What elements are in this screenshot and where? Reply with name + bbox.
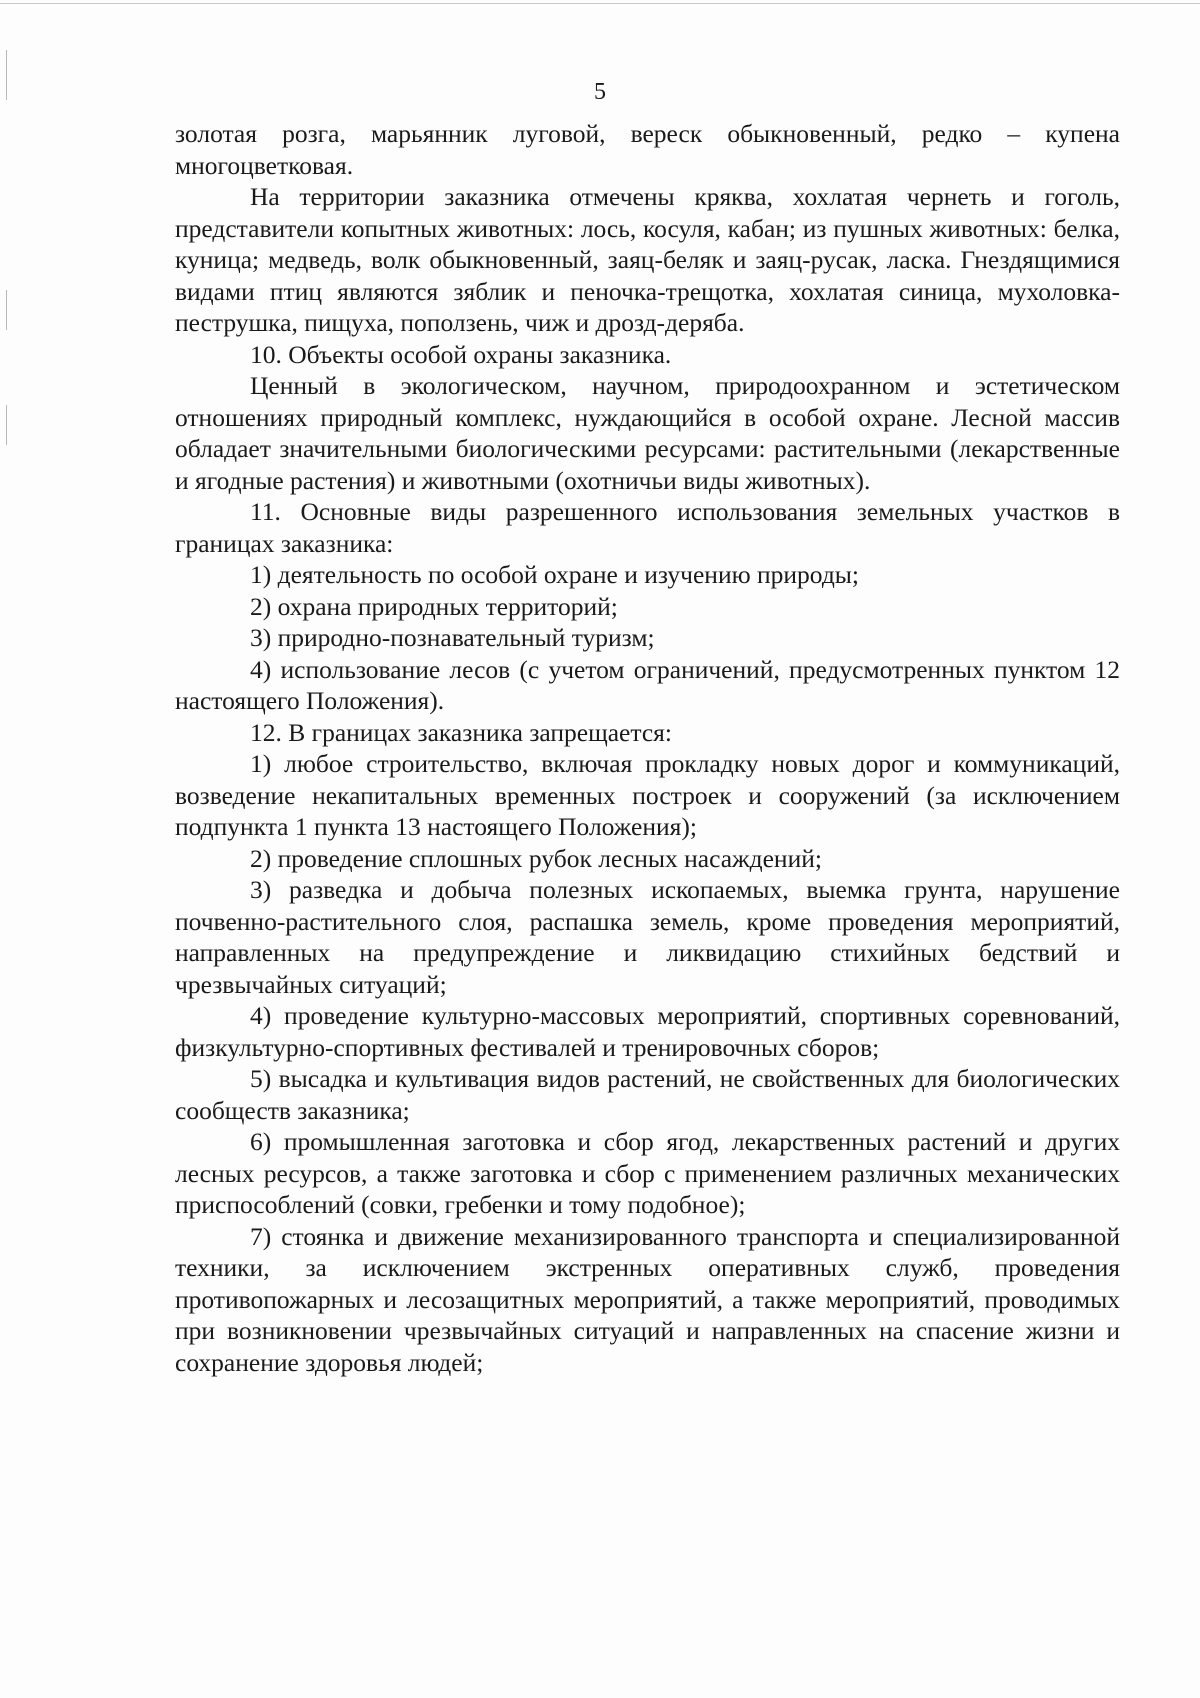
paragraph: 10. Объекты особой охраны заказника. — [250, 339, 672, 369]
scan-top-edge — [0, 3, 1200, 4]
paragraph: 4) проведение культурно-массовых мероприятий, спортивных соревнований, физкультурно-спортивных фестивалей и тренировочных сборов; — [175, 1001, 1120, 1062]
paragraph: 5) высадка и культивация видов растений, не свойственных для биологических сообществ заказника; — [175, 1064, 1120, 1125]
paragraph: 12. В границах заказника запрещается: — [250, 717, 672, 747]
document-body — [175, 118, 1120, 1378]
paragraph: 4) использование лесов (с учетом ограничений, предусмотренных пунктом 12 настоящего Положения). — [175, 654, 1120, 715]
scan-margin-mark — [6, 290, 7, 330]
scan-margin-mark — [6, 405, 7, 445]
paragraph: 1) деятельность по особой охране и изучению природы; — [250, 560, 860, 589]
paragraph: 2) охрана природных территорий; — [250, 591, 618, 621]
paragraph: 3) природно-познавательный туризм; — [250, 623, 655, 652]
paragraph: 3) разведка и добыча полезных ископаемых, выемка грунта, нарушение почвенно-растительного слоя, распашка земель, кроме проведения мероприятий, направленных на предупреждение и ликвидацию стихийных бедствий и чрезвычайных ситуаций; — [175, 875, 1120, 999]
paragraph: 6) промышленная заготовка и сбор ягод, лекарственных растений и других лесных ресурсов, а также заготовка и сбор с применением различных механических приспособлений (совки, гребенки и тому подобное); — [175, 1127, 1120, 1219]
paragraph: 11. Основные виды разрешенного использования земельных участков в границах заказника: — [175, 497, 1120, 558]
paragraph: 7) стоянка и движение механизированного транспорта и специализированной техники, за исключением экстренных оперативных служб, проведения противопожарных и лесозащитных мероприятий, а также мероприятий, проводимых при возникновении чрезвычайных ситуаций и направленных на спасение жизни и сохранение здоровья людей; — [175, 1221, 1120, 1377]
page-number: 5 — [594, 79, 606, 105]
paragraph: золотая розга, марьянник луговой, вереск обыкновенный, редко – купена многоцветковая. — [175, 119, 1120, 180]
paragraph: 1) любое строительство, включая прокладку новых дорог и коммуникаций, возведение некапитальных временных построек и сооружений (за исключением подпункта 1 пункта 13 настоящего Положения); — [175, 749, 1120, 841]
paragraph: Ценный в экологическом, научном, природоохранном и эстетическом отношениях природный комплекс, нуждающийся в особой охране. Лесной массив обладает значительными биологическими ресурсами: растительными (лекарственные и ягодные растения) и животными (охотничьи виды животных). — [175, 371, 1120, 495]
paragraph: 2) проведение сплошных рубок лесных насаждений; — [250, 843, 822, 873]
paragraph: На территории заказника отмечены кряква, хохлатая чернеть и гоголь, представители копытных животных: лось, косуля, кабан; из пушных животных: белка, куница; медведь, волк обыкновенный, заяц-беляк и заяц-русак, ласка. Гнездящимися видами птиц являются зяблик и пеночка-трещотка, хохлатая синица, мухоловка-пеструшка, пищуха, поползень, чиж и дрозд-деряба. — [175, 182, 1120, 337]
